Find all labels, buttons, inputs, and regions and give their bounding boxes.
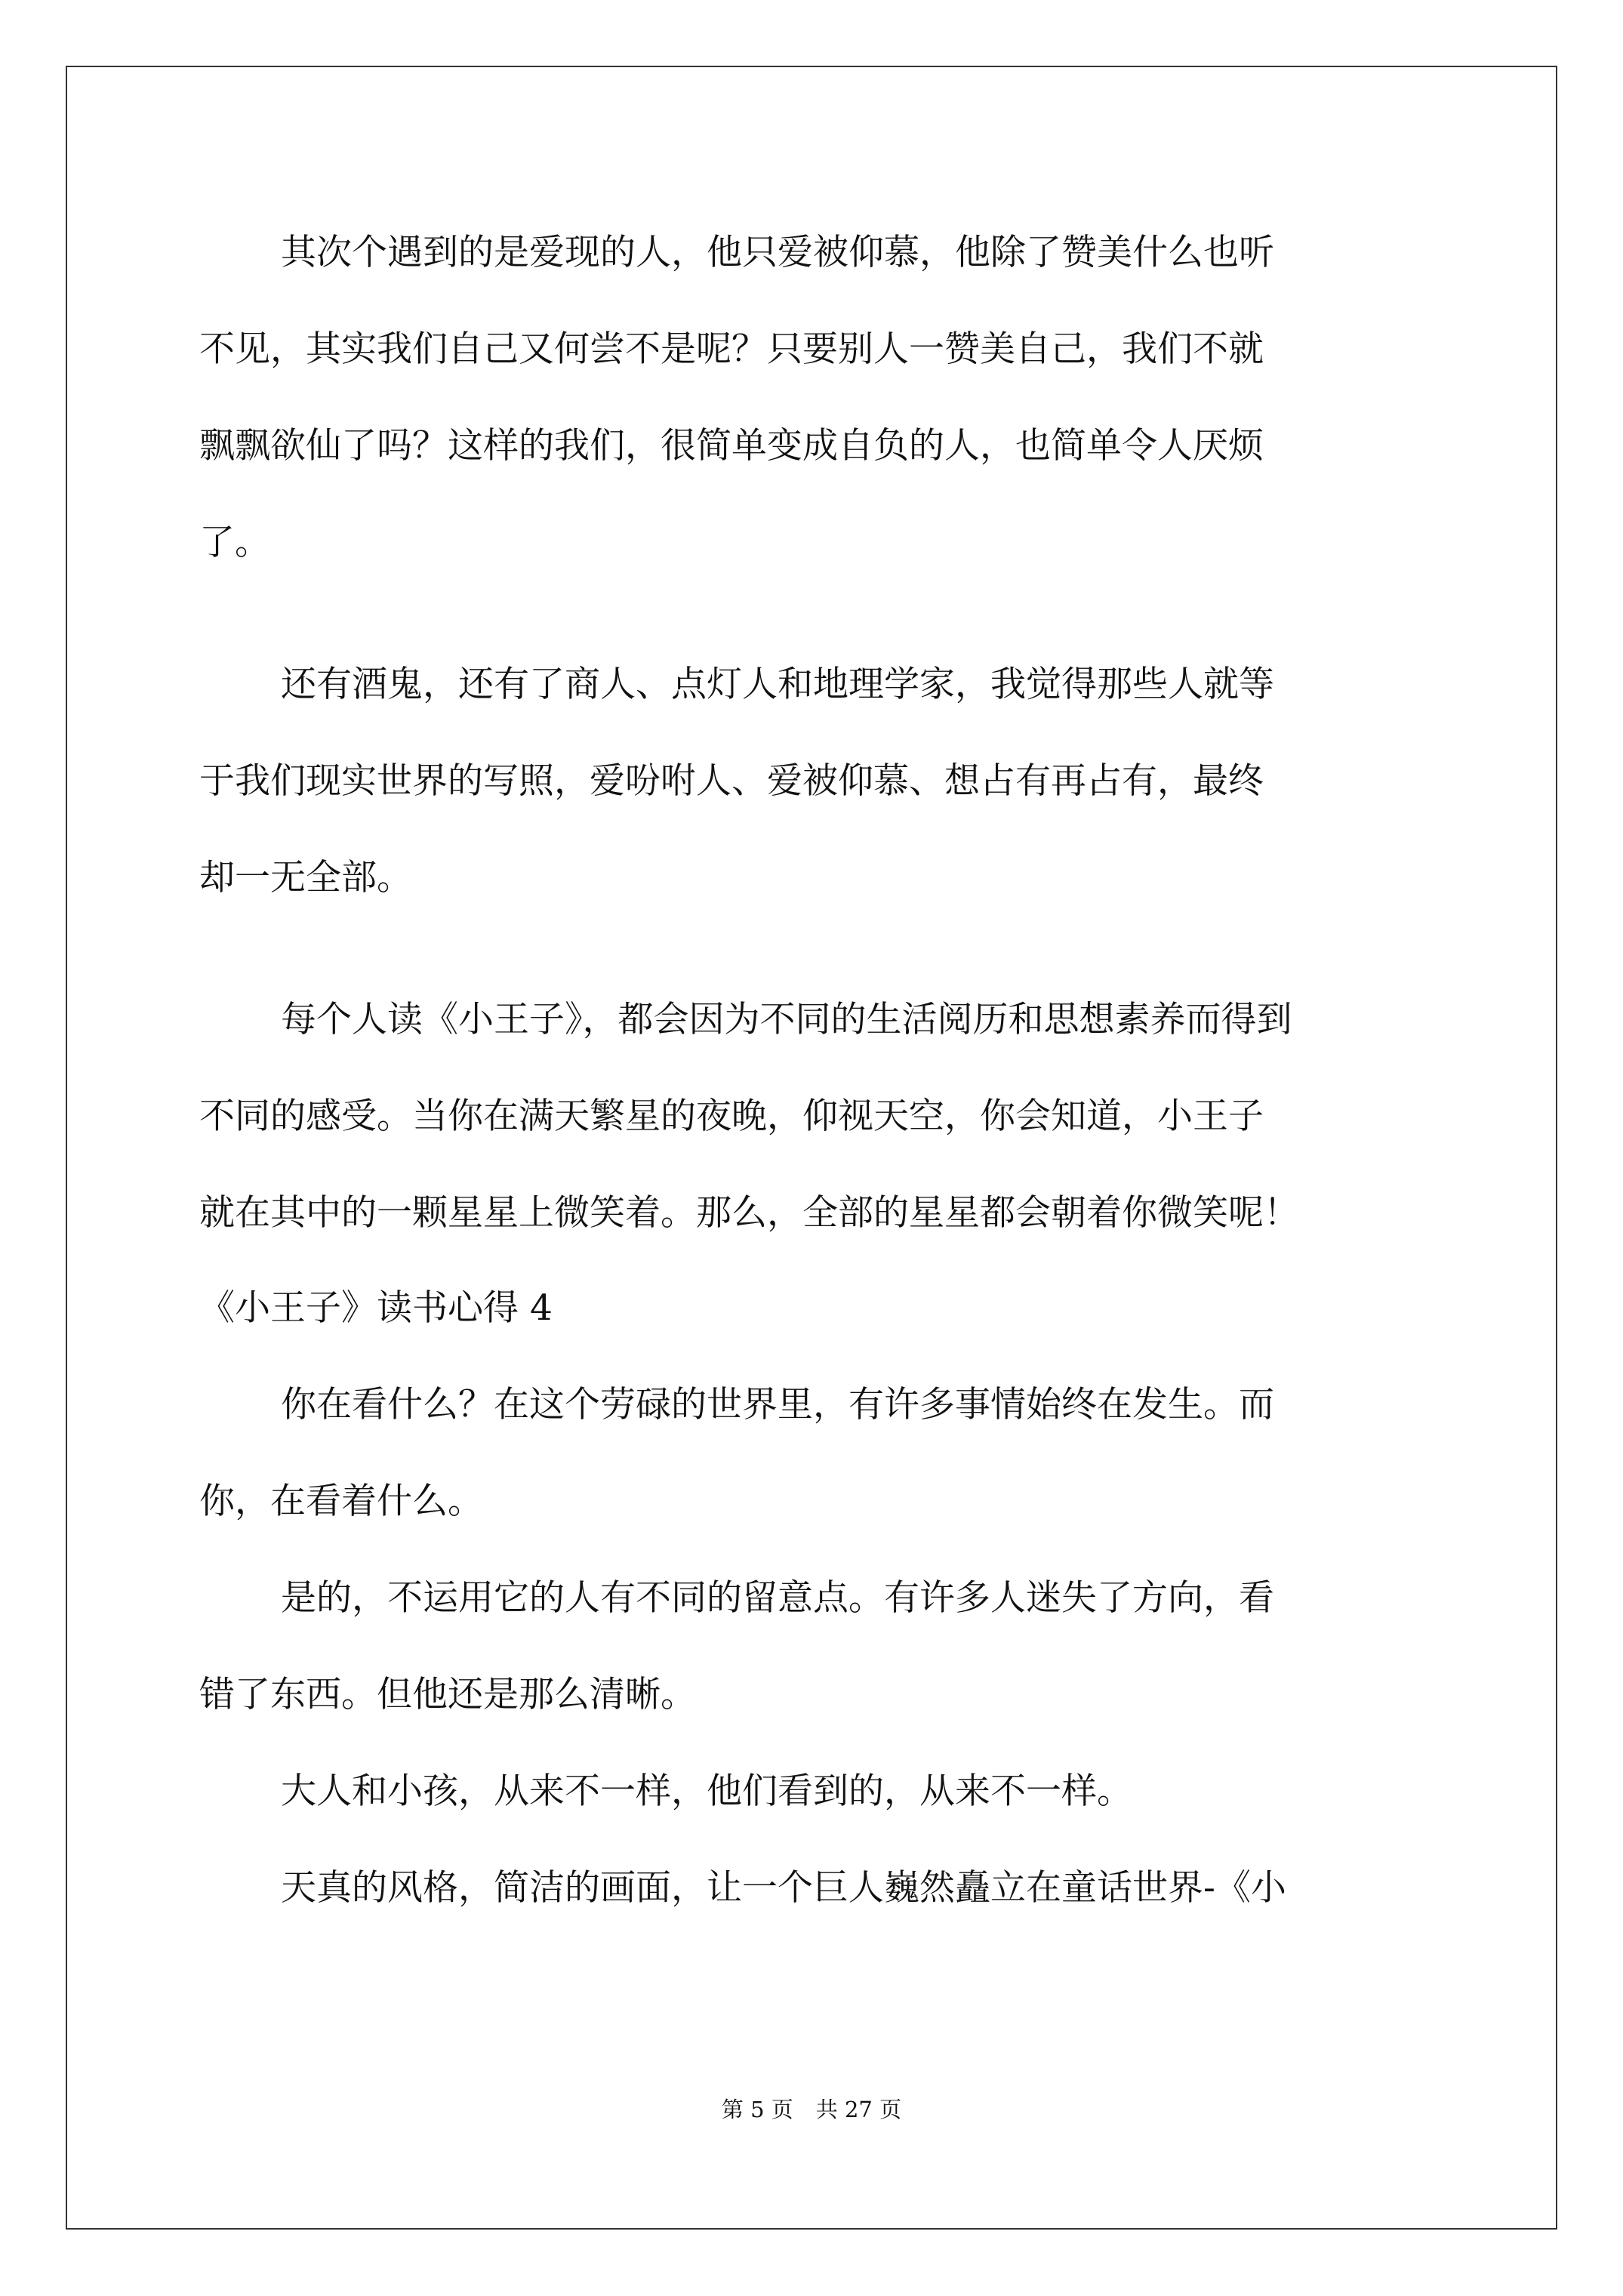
paragraph-line: 不同的感受。当你在满天繁星的夜晚，仰视天空，你会知道，小王子	[199, 1096, 1264, 1137]
page-number: 第 5 页	[721, 2097, 793, 2122]
paragraph-line: 其次个遇到的是爱现的人，他只爱被仰慕，他除了赞美什么也听	[281, 232, 1274, 273]
paragraph-line: 你，在看着什么。	[199, 1481, 483, 1522]
page-footer	[0, 2094, 1623, 2125]
paragraph-line: 是的，不运用它的人有不同的留意点。有许多人迷失了方向，看	[281, 1577, 1274, 1619]
paragraph-line: 不见，其实我们自己又何尝不是呢？只要别人一赞美自己，我们不就	[199, 328, 1264, 370]
paragraph-line: 还有酒鬼，还有了商人、点灯人和地理学家，我觉得那些人就等	[281, 664, 1274, 705]
paragraph-line: 大人和小孩，从来不一样，他们看到的，从来不一样。	[281, 1771, 1132, 1812]
paragraph-line: 错了东西。但他还是那么清晰。	[199, 1674, 696, 1715]
paragraph-line: 每个人读《小王子》，都会因为不同的生活阅历和思想素养而得到	[281, 999, 1292, 1040]
paragraph-line: 了。	[199, 522, 270, 563]
paragraph-line: 于我们现实世界的写照，爱吩咐人、爱被仰慕、想占有再占有，最终	[199, 760, 1264, 802]
paragraph-line: 就在其中的一颗星星上微笑着。那么，全部的星星都会朝着你微笑呢！	[199, 1192, 1299, 1234]
section-heading: 《小王子》读书心得 4	[199, 1287, 553, 1329]
paragraph-line: 飘飘欲仙了吗？这样的我们，很简单变成自负的人，也简单令人厌烦	[199, 425, 1264, 467]
paragraph-line: 天真的风格，简洁的画面，让一个巨人巍然矗立在童话世界-《小	[281, 1867, 1286, 1909]
page-total: 共 27 页	[815, 2097, 902, 2122]
paragraph-line: 你在看什么？在这个劳碌的世界里，有许多事情始终在发生。而	[281, 1384, 1274, 1425]
paragraph-line: 却一无全部。	[199, 857, 412, 898]
